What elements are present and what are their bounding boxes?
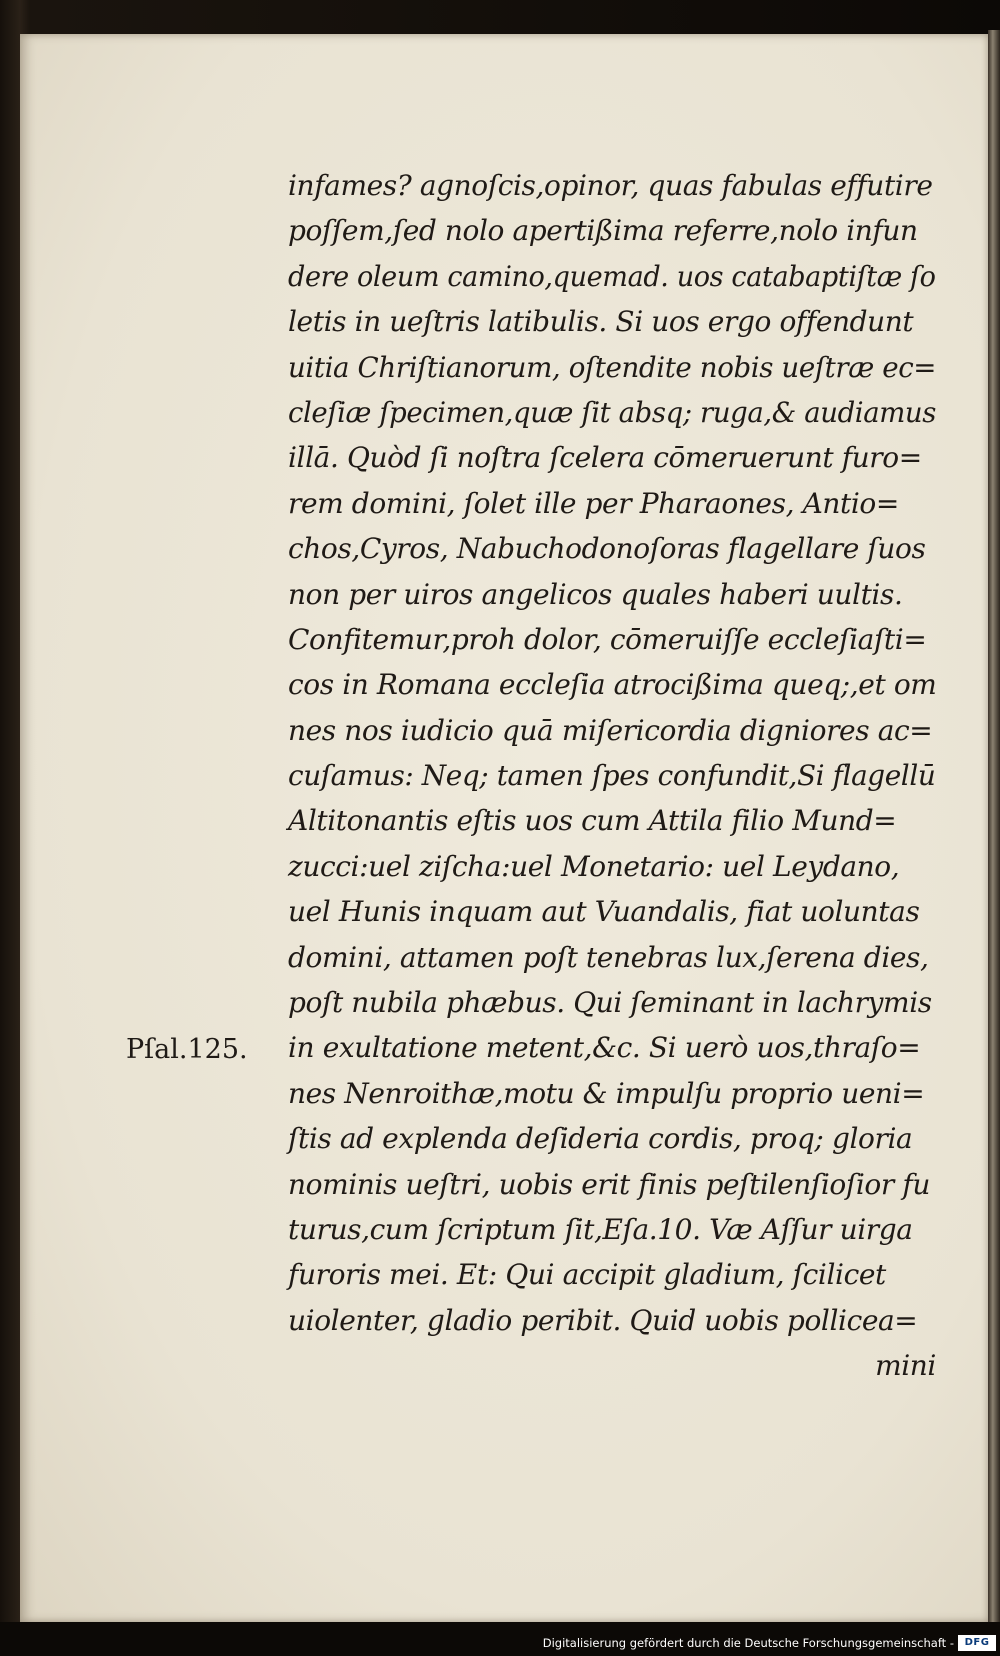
text-line: domini, attamen poſt tenebras lux,ſerena dies, bbox=[288, 940, 929, 974]
text-line: infames? agnoſcis,opinor, quas fabulas effutire bbox=[288, 169, 933, 202]
margin-note: Pſal.125. bbox=[126, 1034, 248, 1065]
text-line: letis in ueſtris latibulis. Si uos ergo offendunt bbox=[288, 305, 914, 339]
text-line: Confitemur,proh dolor, cōmeruiſſe eccleſiaſti= bbox=[288, 622, 927, 656]
text-line: uel Hunis inquam aut Vuandalis, fiat uoluntas bbox=[288, 895, 920, 929]
funding-credit: Digitalisierung gefördert durch die Deutsche Forschungsgemeinschaft - bbox=[542, 1636, 954, 1650]
text-line: uiolenter, gladio peribit. Quid uobis pollicea= bbox=[288, 1303, 918, 1337]
text-line: uitia Chriſtianorum, oſtendite nobis ueſtræ ec= bbox=[288, 350, 937, 384]
text-line: nes Nenroithæ,motu & impulſu proprio ueni= bbox=[288, 1076, 925, 1110]
text-line: zucci:uel ziſcha:uel Monetario: uel Leydano, bbox=[288, 849, 900, 883]
text-line: poſt nubila phæbus. Qui ſeminant in lachrymis bbox=[288, 986, 932, 1020]
page-edge bbox=[988, 30, 1000, 1626]
footer-bar bbox=[0, 1622, 1000, 1656]
catchword: mini bbox=[875, 1349, 936, 1383]
text-line: non per uiros angelicos quales haberi uultis. bbox=[288, 577, 903, 611]
text-line: nes nos iudicio quā miſericordia digniores ac= bbox=[288, 713, 933, 747]
text-line: cos in Romana eccleſia atrocißima queq;,et om bbox=[288, 668, 937, 702]
text-line: nominis ueſtri, uobis erit finis peſtilenſioſior fu bbox=[288, 1167, 930, 1201]
text-line: turus,cum ſcriptum ſit,Eſa.10. Væ Aſſur uirga bbox=[288, 1212, 913, 1246]
dfg-logo: DFG bbox=[958, 1635, 996, 1651]
text-line: poſſem,ſed nolo apertißima referre,nolo infun bbox=[288, 214, 918, 248]
text-line: furoris mei. Et: Qui accipit gladium, ſcilicet bbox=[288, 1258, 886, 1292]
text-line: cleſiæ ſpecimen,quæ ſit absq; ruga,& audiamus bbox=[288, 395, 936, 429]
text-line: Altitonantis eſtis uos cum Attila filio Mund= bbox=[288, 804, 897, 838]
body-text bbox=[288, 163, 936, 1389]
text-line: illā. Quòd ſi noſtra ſcelera cōmeruerunt furo= bbox=[288, 441, 922, 475]
text-line: rem domini, ſolet ille per Pharaones, Antio= bbox=[288, 486, 899, 520]
text-line: chos,Cyros, Nabuchodonoſoras flagellare ſuos bbox=[288, 532, 926, 566]
text-line: cuſamus: Neq; tamen ſpes confundit,Si flagellū bbox=[288, 759, 936, 793]
text-line: in exultatione metent,&c. Si uerò uos,thraſo= bbox=[288, 1031, 921, 1065]
text-line: dere oleum camino,quemad. uos catabaptiſtæ ſo bbox=[288, 259, 936, 293]
text-line: ſtis ad explenda deſideria cordis, proq; gloria bbox=[288, 1122, 913, 1156]
